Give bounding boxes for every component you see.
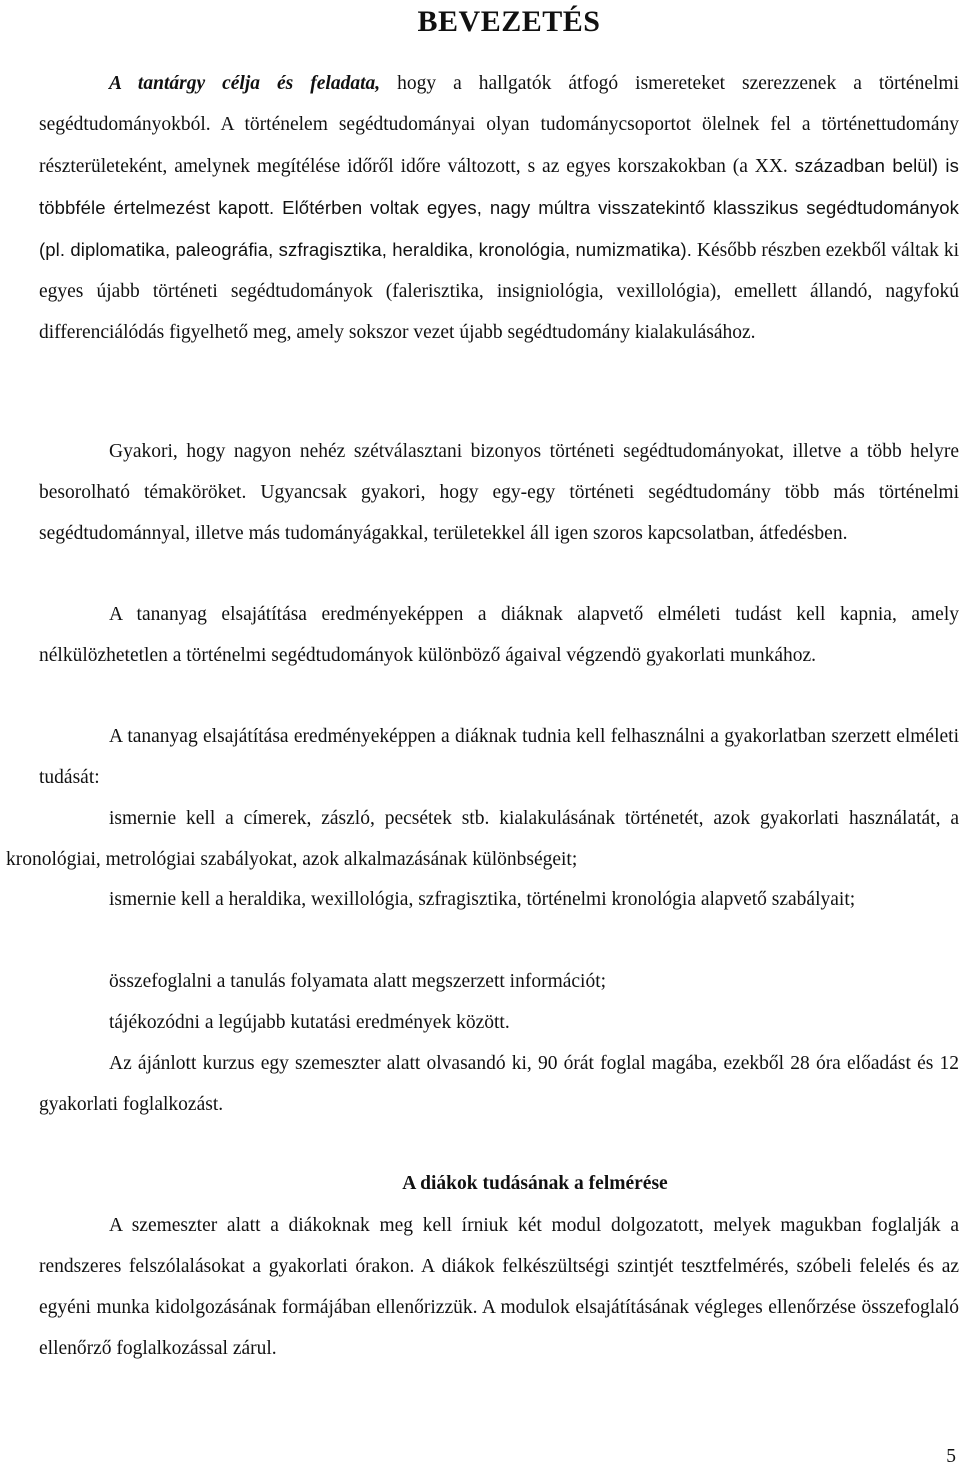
section-heading: A diákok tudásának a felmérése [402, 1173, 668, 1194]
paragraph-assessment: A szemeszter alatt a diákoknak meg kell írniuk két modul dolgozatott, melyek magukban foglalják a rendszeres felszólalásokat a gyakorlati órakon. A diákok felkészültségi szintjét tesztfelmérés, szóbeli felelés és az egyéni munka kidolgozásának formájában ellenőrizzük. A modulok elsajátításának végleges ellenőrzése összefoglaló ellenőrző foglalkozással zárul. [39, 1215, 959, 1359]
paragraph-overlap: Gyakori, hogy nagyon nehéz szétválasztani bizonyos történeti segédtudományokat, illetve a több helyre besorolható témaköröket. Ugyancsak gyakori, hogy egy-egy történeti segédtudomány több más történelmi segédtudománnyal, illetve más tudományágakkal, területekkel áll igen szoros kapcsolatban, átfedésben. [39, 441, 959, 544]
list-item-summarize: összefoglalni a tanulás folyamata alatt megszerzett információt; [109, 971, 607, 992]
list-item-rules: ismernie kell a heraldika, wexillológia, szfragisztika, történelmi kronológia alapvető szabályait; [109, 889, 856, 910]
page-title: BEVEZETÉS [417, 5, 601, 38]
intro-text-sans: században belül) is többféle értelmezést kapott. Előtérben voltak egyes, nagy múltra visszatekintő klasszikus segédtudományok (pl. diplomatika, paleográfia, szfragisztika, heraldika, kronológia, numizmatika). [39, 155, 959, 260]
paragraph-course-hours: Az ájánlott kurzus egy szemeszter alatt olvasandó ki, 90 órát foglal magába, ezekből 28 óra előadást és 12 gyakorlati foglalkozást. [39, 1053, 959, 1115]
paragraph-goal-practice: A tananyag elsajátítása eredményeképpen a diáknak tudnia kell felhasználni a gyakorlatban szerzett elméleti tudását: [39, 726, 959, 788]
intro-lead-phrase: A tantárgy célja és feladata, [109, 73, 381, 94]
page-number: 5 [946, 1446, 956, 1467]
intro-paragraph [39, 63, 959, 353]
intro-text-part2: Később részben ezekből váltak ki egyes újabb történeti segédtudományok (falerisztika, insigniológia, vexillológia), emellett állandó, nagyfokú differenciálódás figyelhető meg, amely sokszor vezet újabb segédtudomány kialakulásához. [39, 240, 959, 343]
paragraph-goal-theory: A tananyag elsajátítása eredményeképpen a diáknak alapvető elméleti tudást kell kapnia, amely nélkülözhetetlen a történelmi segédtudományok különböző ágaival végzendö gyakorlati munkához. [39, 604, 959, 666]
list-item-orientation: tájékozódni a legújabb kutatási eredmények között. [109, 1012, 510, 1033]
intro-text-part1: hogy a hallgatók átfogó ismereteket szerezzenek a történelmi segédtudományokból. A történelem segédtudományai olyan tudománycsoportot ölelnek fel a történettudomány részterületeként, amelynek megítélése időről időre változott, s az egyes korszakokban (a XX. [39, 73, 959, 177]
list-item-heraldry-history: ismernie kell a címerek, zászló, pecsétek stb. kialakulásának történetét, azok gyakorlati használatát, a kronológiai, metrológiai szabályokat, azok alkalmazásának különbségeit; [6, 808, 959, 870]
